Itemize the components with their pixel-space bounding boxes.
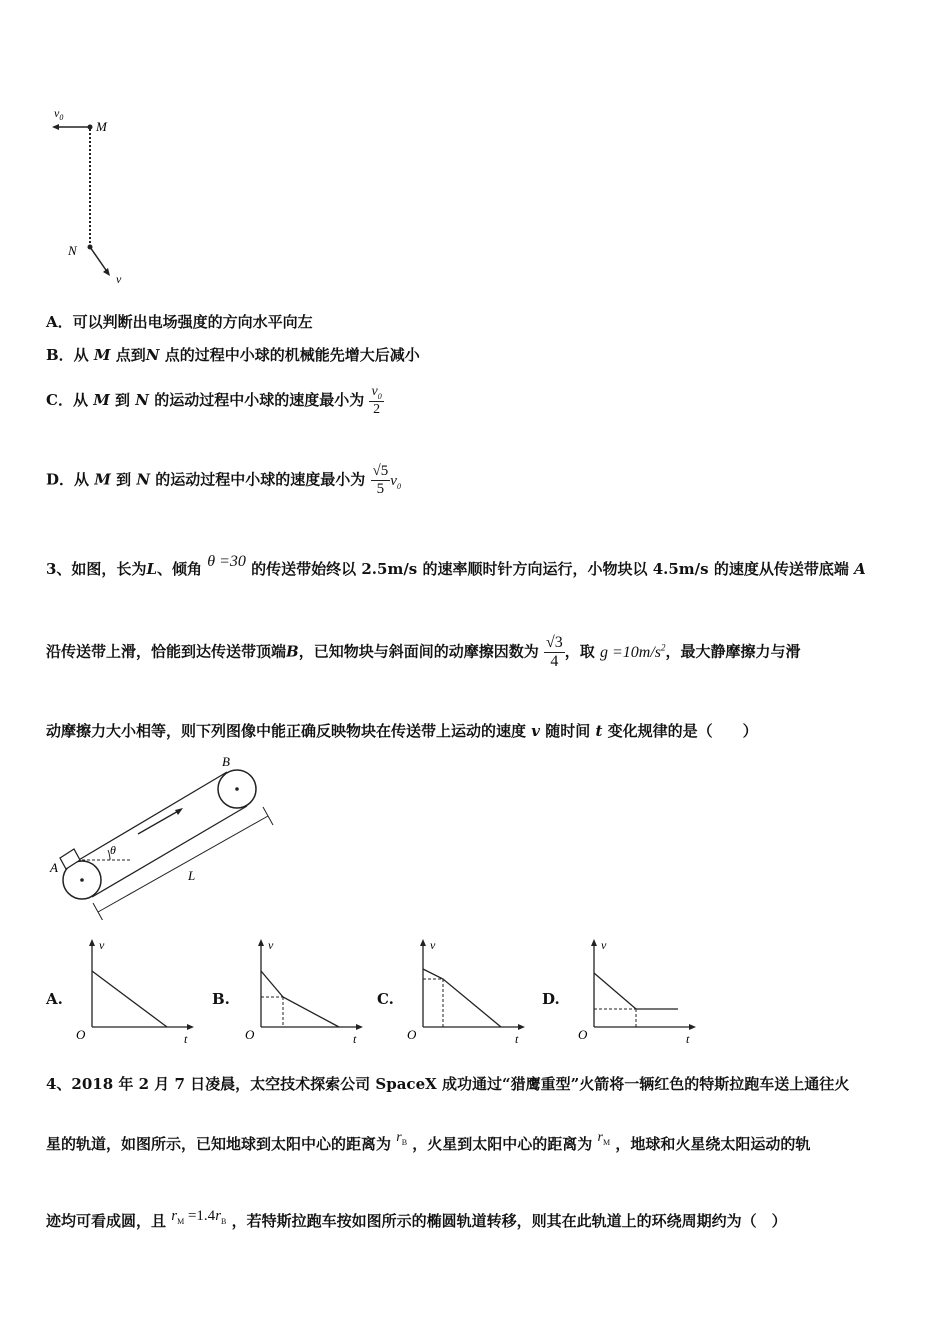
graph-a-t-label: t	[184, 1032, 188, 1045]
q3-l1-c: 的传送带始终以 2.5m/s 的速率顺时针方向运行，小物块以 4.5m/s 的速度从传送带底端	[251, 560, 849, 578]
q2-b-n: N	[145, 346, 160, 364]
graph-c	[403, 935, 533, 1045]
q3-l2-d: ，最大静摩擦力与滑	[665, 642, 801, 661]
conveyor-motion-arrowhead	[175, 808, 183, 815]
graph-b-x-arrowhead	[356, 1024, 363, 1030]
q3-line-2	[46, 634, 801, 671]
graph-c-y-arrowhead	[420, 939, 426, 946]
q3-l1-a: 3、如图，长为	[46, 560, 147, 578]
graph-b-velocity-line	[261, 971, 339, 1027]
q3-l2-endpoint-b: B	[286, 642, 299, 661]
graph-d-option-label: D.	[542, 990, 560, 1008]
fig1-v-label: v	[116, 272, 122, 286]
q2-d-pre: D．从	[46, 470, 90, 489]
graph-b	[241, 935, 371, 1045]
conveyor-length-tick-right	[263, 807, 273, 825]
q2-b-m: M	[93, 346, 111, 364]
graph-c-x-arrowhead	[518, 1024, 525, 1030]
q3-l1-l: L	[146, 560, 157, 578]
graph-a-v-label: v	[99, 938, 105, 952]
q2-c-n: N	[135, 390, 149, 409]
q4-line-3	[46, 1210, 787, 1232]
q3-g-expr: $g =10m/s^2$	[599, 642, 666, 661]
q3-mu-numerator: √3	[545, 634, 563, 651]
q2-c-pre: C．从	[46, 390, 88, 409]
q3-l3-v: v	[531, 722, 540, 740]
q2-b-pre: B．从	[46, 346, 89, 364]
q3-l2-b: ，已知物块与斜面间的动摩擦因数为	[298, 642, 539, 661]
conveyor-bottom-pulley-center	[80, 878, 84, 882]
conveyor-motion-arrow	[138, 810, 180, 834]
q3-l3-b: 随时间	[545, 722, 591, 740]
q2-d-mid: 到	[116, 470, 132, 489]
graph-c-origin-label: O	[407, 1027, 417, 1042]
q4-l3-b: ，若特斯拉跑车按如图所示的椭圆轨道转移，则其在此轨道上的环绕周期约为（ ）	[231, 1212, 787, 1230]
q2-d-m: M	[94, 470, 111, 489]
q3-l1-endpoint-a: A	[854, 560, 866, 578]
q3-l3-c: 变化规律的是（ ）	[607, 722, 758, 740]
graph-a-velocity-line	[92, 971, 167, 1027]
q2-option-d	[46, 463, 401, 498]
q2-c-mid: 到	[115, 390, 131, 409]
fig1-diagram	[40, 95, 150, 295]
q2-c-post: 的运动过程中小球的速度最小为	[154, 390, 365, 409]
q4-relation-expr: $r_M =1.4r_B$	[171, 1208, 227, 1226]
graph-b-option-label: B.	[212, 990, 230, 1008]
conveyor-belt-diagram	[40, 750, 290, 920]
q3-l2-c: ，取	[564, 642, 595, 661]
graph-c-velocity-line	[423, 969, 501, 1027]
conveyor-label-l: L	[188, 868, 196, 883]
fig1-m-label: M	[96, 119, 107, 134]
fig1-v0-arrowhead	[52, 124, 59, 130]
q3-l1-b: 、倾角	[157, 560, 203, 578]
graph-d-y-arrowhead	[591, 939, 597, 946]
q4-rm-symbol: $r_M$	[597, 1130, 611, 1147]
q2-d-n: N	[136, 470, 151, 489]
graph-a-origin-label: O	[76, 1027, 86, 1042]
conveyor-top-pulley-center	[235, 787, 239, 791]
fig1-v-arrowhead	[103, 268, 110, 276]
q3-mu-fraction	[544, 634, 565, 671]
conveyor-length-line	[98, 816, 268, 912]
graph-b-v-label: v	[268, 938, 274, 952]
q3-line-3	[46, 720, 758, 741]
conveyor-block	[60, 849, 80, 869]
q4-rb-symbol: $r_B$	[396, 1130, 408, 1147]
q3-l3-a: 动摩擦力大小相等，则下列图像中能正确反映物块在传送带上运动的速度	[46, 722, 527, 740]
conveyor-label-b: B	[222, 754, 230, 769]
q2-b-post: 点的过程中小球的机械能先增大后减小	[164, 346, 420, 364]
fig1-point-m	[88, 125, 93, 130]
q2-c-numerator: $v_0$	[371, 384, 382, 401]
graph-a-x-arrowhead	[187, 1024, 194, 1030]
graph-b-origin-label: O	[245, 1027, 255, 1042]
conveyor-length-tick-left	[93, 903, 103, 920]
graph-d-velocity-line	[594, 973, 678, 1009]
graph-b-y-arrowhead	[258, 939, 264, 946]
q3-mu-denominator: 4	[550, 653, 559, 670]
fig1-n-label: N	[68, 243, 77, 258]
q2-d-denominator: 5	[376, 481, 385, 497]
graph-c-v-label: v	[430, 938, 436, 952]
graph-d-origin-label: O	[578, 1027, 588, 1042]
q3-l3-t: t	[595, 722, 603, 740]
conveyor-belt-upper	[72, 772, 227, 864]
q2-d-fraction	[371, 463, 391, 498]
fig1-v-arrow	[90, 247, 108, 273]
graph-a-option-label: A.	[46, 990, 63, 1008]
q3-l2-a: 沿传送带上滑，恰能到达传送带顶端	[46, 642, 287, 661]
conveyor-label-theta: θ	[110, 843, 116, 857]
graph-b-t-label: t	[353, 1032, 357, 1045]
q3-line-1	[46, 553, 866, 579]
q4-line-1: 4、2018 年 2 月 7 日凌晨，太空技术探索公司 SpaceX 成功通过“猎鹰重型”火箭将一辆红色的特斯拉跑车送上通往火	[46, 1075, 850, 1093]
q2-c-m: M	[93, 390, 110, 409]
q2-option-c	[46, 384, 384, 418]
q4-l2-c: ，地球和火星绕太阳运动的轨	[615, 1135, 811, 1153]
q3-theta-expr: θ =30	[207, 553, 246, 570]
graph-d-v-label: v	[601, 938, 607, 952]
q4-line-2	[46, 1130, 811, 1155]
q2-d-numerator: √5	[372, 463, 389, 479]
q4-l3-a: 迹均可看成圆，且	[46, 1212, 167, 1230]
conveyor-label-a: A	[50, 860, 58, 875]
graph-a-y-arrowhead	[89, 939, 95, 946]
fig1-v0-label: $v_0$	[54, 106, 64, 122]
graph-d-t-label: t	[686, 1032, 690, 1045]
graph-c-t-label: t	[515, 1032, 519, 1045]
q2-c-denominator: 2	[373, 401, 381, 417]
graph-c-option-label: C.	[377, 990, 394, 1008]
graph-d	[574, 935, 704, 1045]
q4-l2-b: ，火星到太阳中心的距离为	[412, 1135, 593, 1153]
q2-d-post: 的运动过程中小球的速度最小为	[155, 470, 366, 489]
q2-option-b	[46, 344, 420, 365]
q2-option-a: A．可以判断出电场强度的方向水平向左	[46, 313, 313, 331]
graph-d-x-arrowhead	[689, 1024, 696, 1030]
q2-c-fraction	[369, 384, 383, 418]
q2-b-mid: 点到	[115, 346, 146, 364]
graph-a	[72, 935, 202, 1045]
q4-l2-a: 星的轨道，如图所示，已知地球到太阳中心的距离为	[46, 1135, 392, 1153]
q2-d-tail: $v_0$	[390, 472, 401, 491]
